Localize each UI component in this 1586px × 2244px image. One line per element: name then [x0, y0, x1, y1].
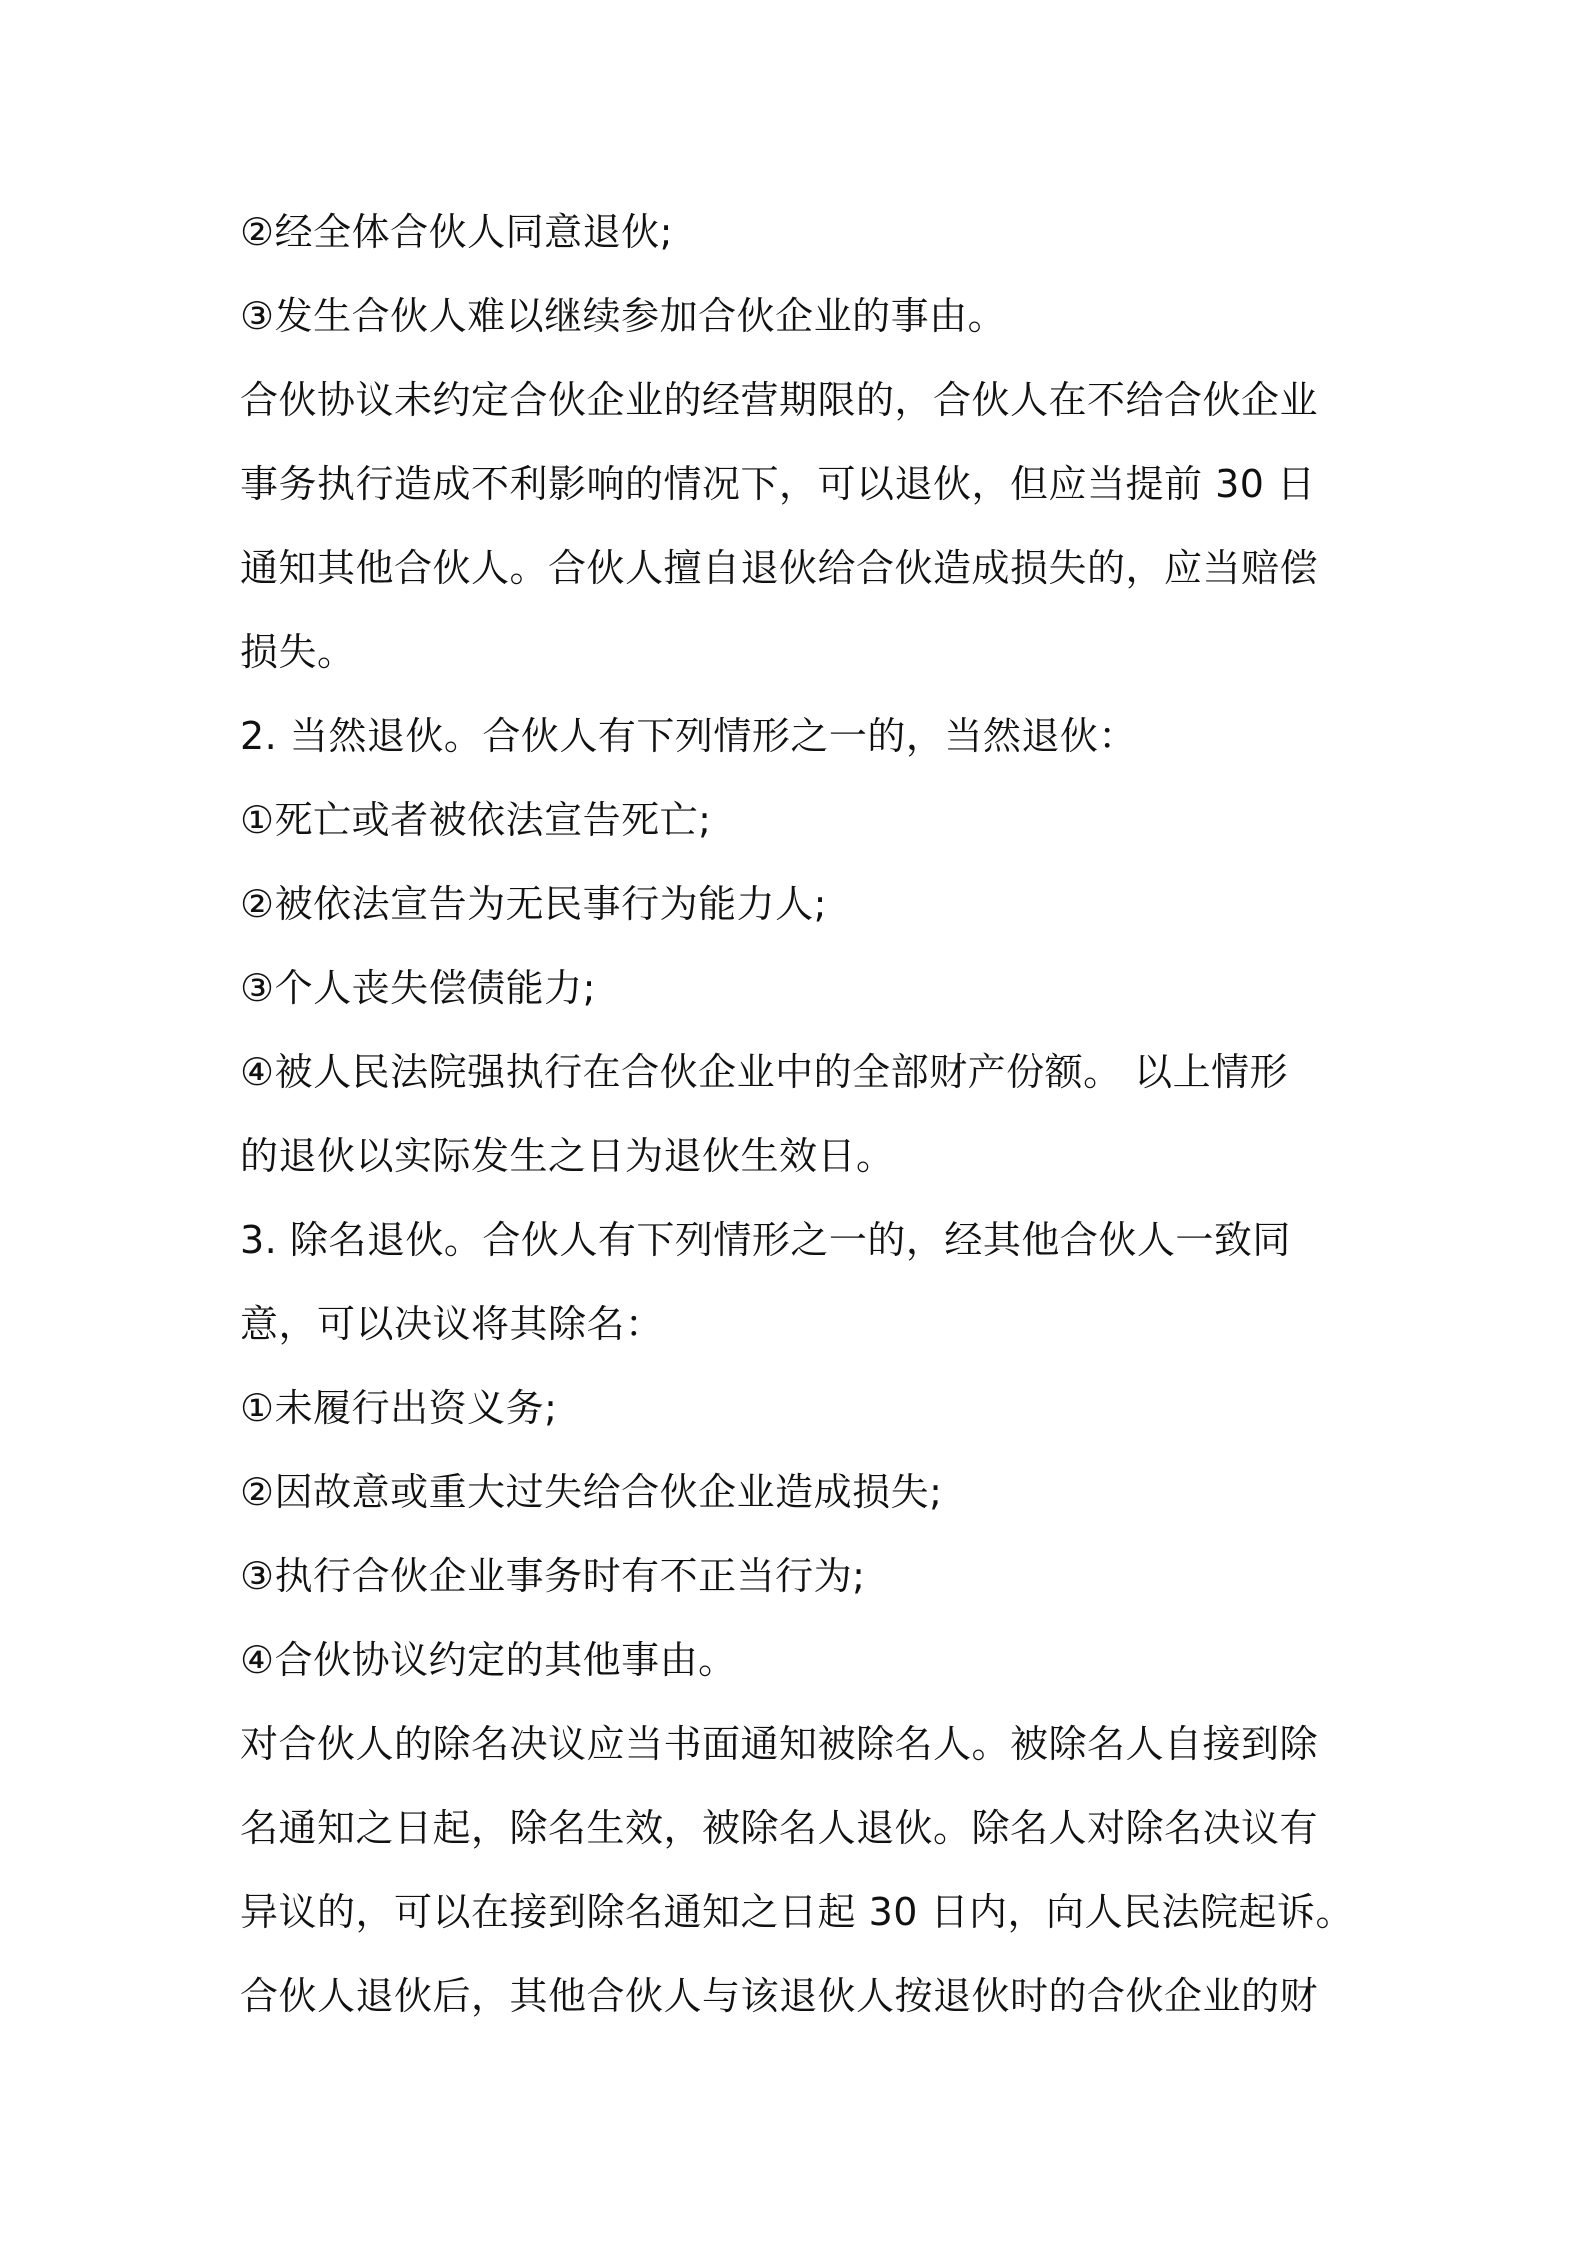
- text-line: ②因故意或重大过失给合伙企业造成损失;: [240, 1470, 943, 1514]
- text-line: ③执行合伙企业事务时有不正当行为;: [240, 1554, 866, 1598]
- text-line: ②被依法宣告为无民事行为能力人;: [240, 882, 827, 926]
- text-line: 通知其他合伙人。合伙人擅自退伙给合伙造成损失的，应当赔偿: [240, 546, 1319, 590]
- document-body: [240, 190, 1380, 2038]
- text-line: 异议的，可以在接到除名通知之日起 30 日内，向人民法院起诉。: [240, 1890, 1355, 1934]
- text-line: 的退伙以实际发生之日为退伙生效日。: [240, 1134, 895, 1178]
- section-heading-line: 3. 除名退伙。合伙人有下列情形之一的，经其他合伙人一致同: [240, 1218, 1291, 1262]
- text-line: 名通知之日起，除名生效，被除名人退伙。除名人对除名决议有: [240, 1806, 1319, 1850]
- text-line: ④合伙协议约定的其他事由。: [240, 1638, 737, 1682]
- section-heading-line: 2. 当然退伙。合伙人有下列情形之一的，当然退伙：: [240, 714, 1137, 758]
- text-line: 意，可以决议将其除名：: [240, 1302, 664, 1346]
- text-line: ①未履行出资义务;: [240, 1386, 558, 1430]
- text-line: 合伙人退伙后，其他合伙人与该退伙人按退伙时的合伙企业的财: [240, 1974, 1319, 2018]
- text-line: ③个人丧失偿债能力;: [240, 966, 596, 1010]
- text-line: 合伙协议未约定合伙企业的经营期限的，合伙人在不给合伙企业: [240, 378, 1319, 422]
- text-line: ①死亡或者被依法宣告死亡;: [240, 798, 712, 842]
- text-line: 损失。: [240, 630, 356, 674]
- text-line: 对合伙人的除名决议应当书面通知被除名人。被除名人自接到除: [240, 1722, 1319, 1766]
- text-line: ③发生合伙人难以继续参加合伙企业的事由。: [240, 294, 1007, 338]
- text-line: ②经全体合伙人同意退伙;: [240, 210, 673, 254]
- text-line: ④被人民法院强执行在合伙企业中的全部财产份额。 以上情形: [240, 1050, 1289, 1094]
- text-line: 事务执行造成不利影响的情况下，可以退伙，但应当提前 30 日: [240, 462, 1316, 506]
